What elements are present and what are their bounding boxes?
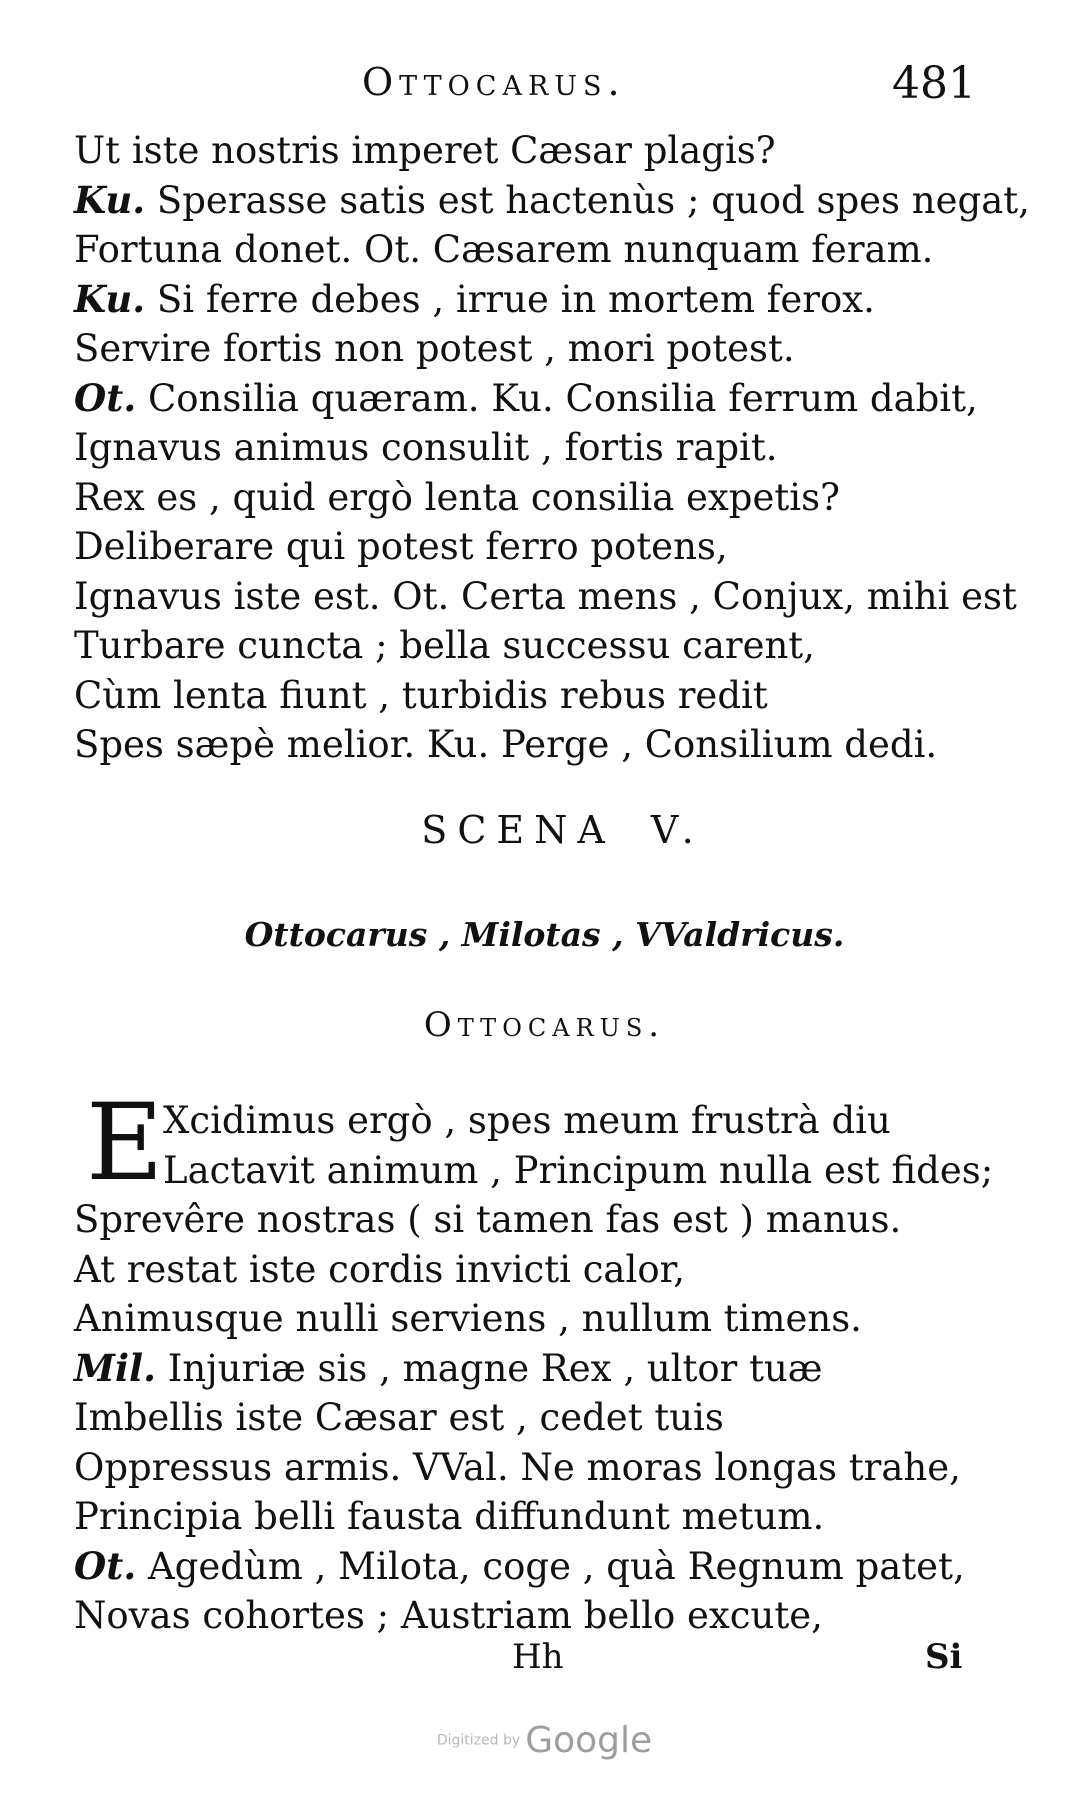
speaker-heading: Ottocarus. bbox=[423, 1005, 666, 1045]
google-logo: Google bbox=[525, 1720, 653, 1761]
verse-text: At restat iste cordis invicti calor, bbox=[74, 1247, 685, 1291]
verse-line bbox=[74, 1542, 974, 1592]
running-head: Ottocarus. bbox=[362, 60, 626, 104]
verse-line bbox=[74, 621, 974, 671]
verse-text: Ignavus animus consulit , fortis rapit. bbox=[74, 426, 778, 469]
verse-line bbox=[74, 126, 974, 176]
verse-line bbox=[74, 324, 974, 374]
dropcap-lines bbox=[163, 1096, 994, 1195]
verse-line bbox=[74, 1294, 974, 1344]
page-number: 481 bbox=[892, 58, 976, 109]
speaker-label: Ot. bbox=[74, 375, 137, 420]
verse-text: Animusque nulli serviens , nullum timens. bbox=[74, 1297, 862, 1340]
drop-cap: E bbox=[86, 1081, 164, 1204]
verse-text: Sprevêre nostras ( si tamen fas est ) manus. bbox=[74, 1198, 902, 1241]
digitized-prefix: Digitized by bbox=[436, 1732, 521, 1749]
verse-line bbox=[74, 1443, 974, 1493]
verse-text: Ut iste nostris imperet Cæsar plagis? bbox=[74, 129, 776, 172]
verse-line bbox=[74, 1492, 974, 1542]
verse-line bbox=[74, 473, 974, 523]
verse-line bbox=[74, 1195, 974, 1245]
scene-title: SCENA bbox=[421, 808, 615, 852]
verse-line bbox=[74, 423, 974, 473]
verse-text: Spes sæpè melior. Ku. Perge , Consilium dedi. bbox=[74, 723, 938, 766]
verse-text: Cùm lenta fiunt , turbidis rebus redit bbox=[74, 673, 768, 717]
verse-line bbox=[74, 176, 1030, 226]
verse-block-top bbox=[74, 126, 1030, 770]
verse-line bbox=[74, 1344, 974, 1394]
scene-heading bbox=[0, 808, 1089, 852]
verse-text: Imbellis iste Cæsar est , cedet tuis bbox=[74, 1396, 724, 1439]
page-footer bbox=[0, 1637, 1089, 1687]
verse-line bbox=[74, 720, 974, 770]
verse-text: Sperasse satis est hactenùs ; quod spes negat, bbox=[145, 178, 1030, 222]
speaker-label: Ot. bbox=[74, 1543, 137, 1588]
verse-line: Xcidimus ergò , spes meum frustrà diu bbox=[163, 1099, 891, 1142]
verse-line bbox=[74, 374, 978, 424]
verse-line bbox=[74, 572, 1017, 622]
speaker-label: Ku. bbox=[74, 177, 146, 222]
verse-line bbox=[74, 275, 974, 325]
verse-text: Fortuna donet. Ot. Cæsarem nunquam feram. bbox=[74, 228, 934, 271]
scene-number: V. bbox=[650, 808, 704, 852]
verse-text: Principia belli fausta diffundunt metum. bbox=[74, 1495, 825, 1538]
verse-line bbox=[74, 1245, 974, 1295]
verse-text: Consilia quæram. Ku. Consilia ferrum dabit, bbox=[136, 376, 978, 420]
verse-text: Deliberare qui potest ferro potens, bbox=[74, 525, 728, 568]
verse-text: Ignavus iste est. Ot. Certa mens , Conjux, mihi est bbox=[74, 574, 1017, 618]
page-header bbox=[0, 60, 1089, 110]
digitized-watermark bbox=[0, 1720, 1089, 1761]
speaker-label: Ku. bbox=[74, 276, 146, 321]
verse-line bbox=[74, 225, 974, 275]
verse-line bbox=[74, 522, 974, 572]
verse-text: Injuriæ sis , magne Rex , ultor tuæ bbox=[155, 1346, 823, 1390]
speaker-label: Mil. bbox=[74, 1345, 156, 1390]
verse-text: Agedùm , Milota, coge , quà Regnum patet, bbox=[136, 1544, 965, 1588]
verse-block-bottom bbox=[74, 1195, 974, 1641]
character-list: Ottocarus , Milotas , VValdricus. bbox=[244, 915, 845, 954]
verse-text: Servire fortis non potest , mori potest. bbox=[74, 327, 795, 370]
signature-mark: Hh bbox=[512, 1637, 564, 1677]
verse-text: Rex es , quid ergò lenta consilia expetis? bbox=[74, 475, 840, 519]
verse-text: Novas cohortes ; Austriam bello excute, bbox=[74, 1594, 823, 1637]
verse-text: Si ferre debes , irrue in mortem ferox. bbox=[145, 277, 875, 321]
verse-line bbox=[74, 1591, 974, 1641]
catchword: Si bbox=[925, 1637, 963, 1677]
verse-text: Oppressus armis. VVal. Ne moras longas trahe, bbox=[74, 1445, 961, 1489]
verse-line bbox=[74, 1393, 974, 1443]
verse-line: Lactavit animum , Principum nulla est fides; bbox=[163, 1148, 994, 1192]
verse-line bbox=[74, 671, 974, 721]
verse-text: Turbare cuncta ; bella successu carent, bbox=[74, 624, 815, 667]
